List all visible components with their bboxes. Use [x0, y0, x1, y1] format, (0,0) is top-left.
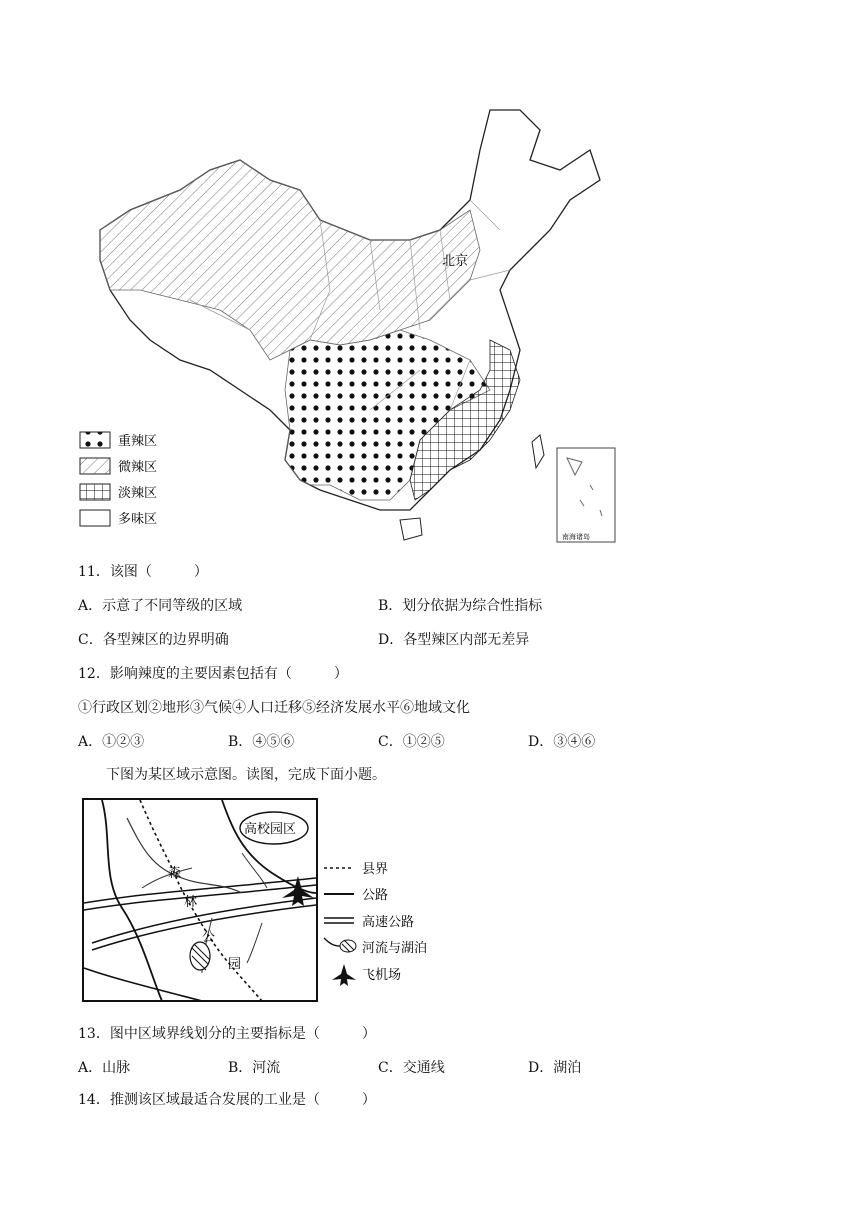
q14-stem: 14．推测该区域最适合发展的工业是（ ）: [78, 1092, 376, 1108]
forest-char-2: 林: [184, 895, 198, 910]
legend-county-boundary: 县界: [362, 862, 389, 877]
q12-stem: 12．影响辣度的主要因素包括有（ ）: [78, 666, 348, 682]
forest-char-4: 园: [228, 957, 242, 972]
legend-expressway: 高速公路: [362, 915, 415, 930]
campus-label: 高校园区: [244, 822, 297, 837]
forest-char-1: 森: [168, 866, 182, 881]
city-label-beijing: 北京: [442, 254, 469, 269]
q11-option-d[interactable]: D．各型辣区内部无差异: [378, 632, 530, 648]
china-spicy-map: [70, 90, 630, 550]
q12-option-d[interactable]: D．③④⑥: [528, 734, 596, 750]
q12-option-a[interactable]: A．①②③: [78, 734, 145, 750]
legend-river-lake: 河流与湖泊: [362, 941, 428, 956]
legend-airport: 飞机场: [362, 968, 402, 983]
q13-option-d[interactable]: D．湖泊: [528, 1060, 582, 1076]
section-intro: 下图为某区域示意图。读图，完成下面小题。: [106, 767, 386, 783]
legend-mild: 微辣区: [118, 460, 158, 475]
q11-option-a[interactable]: A．示意了不同等级的区域: [78, 598, 243, 614]
region-sketch-map: [82, 798, 462, 1008]
forest-char-3: 公: [202, 930, 216, 945]
q13-stem: 13．图中区域界线划分的主要指标是（ ）: [78, 1026, 376, 1042]
q13-option-c[interactable]: C．交通线: [378, 1060, 445, 1076]
south-sea-inset: [557, 448, 615, 542]
q11-stem: 11．该图（ ）: [78, 564, 208, 580]
legend-road: 公路: [362, 888, 389, 903]
legend-multi: 多味区: [118, 512, 158, 527]
q13-option-a[interactable]: A．山脉: [78, 1060, 131, 1076]
legend-heavy: 重辣区: [118, 434, 158, 449]
map1-legend: [80, 432, 157, 527]
q13-option-b[interactable]: B．河流: [228, 1060, 281, 1076]
legend-airport-icon: [332, 964, 356, 986]
q12-option-c[interactable]: C．①②⑤: [378, 734, 445, 750]
inset-label: 南海诸岛: [562, 533, 590, 541]
map2-legend: [324, 862, 427, 986]
q12-factors: ①行政区划②地形③气候④人口迁移⑤经济发展水平⑥地域文化: [78, 700, 470, 716]
legend-light: 淡辣区: [118, 486, 158, 501]
q11-option-b[interactable]: B．划分依据为综合性指标: [378, 598, 543, 614]
q11-option-c[interactable]: C．各型辣区的边界明确: [78, 632, 229, 648]
q12-option-b[interactable]: B．④⑤⑥: [228, 734, 295, 750]
